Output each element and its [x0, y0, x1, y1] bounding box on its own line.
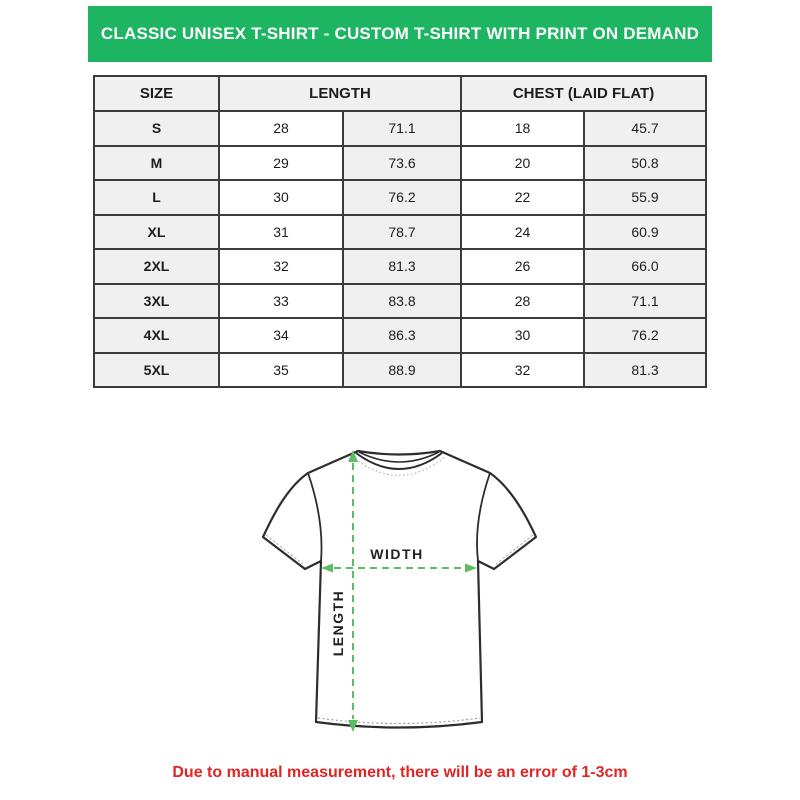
- length-cm-cell: 88.9: [343, 353, 461, 388]
- table-row: [94, 318, 706, 353]
- size-cell: 3XL: [94, 284, 219, 319]
- size-cell: 5XL: [94, 353, 219, 388]
- table-row: [94, 146, 706, 181]
- length-cm-cell: 78.7: [343, 215, 461, 250]
- width-label: WIDTH: [370, 546, 424, 562]
- size-chart-table: [93, 75, 707, 388]
- length-cm-cell: 73.6: [343, 146, 461, 181]
- chest-in-cell: 18: [461, 111, 584, 146]
- chest-in-cell: 28: [461, 284, 584, 319]
- page-title: CLASSIC UNISEX T-SHIRT - CUSTOM T-SHIRT WITH PRINT ON DEMAND: [100, 24, 700, 43]
- chest-in-cell: 22: [461, 180, 584, 215]
- length-cm-cell: 71.1: [343, 111, 461, 146]
- size-cell: XL: [94, 215, 219, 250]
- length-cm-cell: 81.3: [343, 249, 461, 284]
- chest-in-cell: 30: [461, 318, 584, 353]
- chest-in-cell: 20: [461, 146, 584, 181]
- table-row: [94, 284, 706, 319]
- table-row: [94, 111, 706, 146]
- chest-in-cell: 26: [461, 249, 584, 284]
- chest-cm-cell: 81.3: [584, 353, 706, 388]
- chest-cm-cell: 71.1: [584, 284, 706, 319]
- chest-cm-cell: 45.7: [584, 111, 706, 146]
- size-cell: S: [94, 111, 219, 146]
- length-in-cell: 32: [219, 249, 343, 284]
- table-row: [94, 353, 706, 388]
- length-in-cell: 29: [219, 146, 343, 181]
- table-row: [94, 249, 706, 284]
- table-header-row: [94, 76, 706, 111]
- size-cell: 2XL: [94, 249, 219, 284]
- length-in-cell: 34: [219, 318, 343, 353]
- length-in-cell: 35: [219, 353, 343, 388]
- tshirt-diagram: [255, 443, 545, 743]
- length-cm-cell: 83.8: [343, 284, 461, 319]
- chest-cm-cell: 50.8: [584, 146, 706, 181]
- length-in-cell: 31: [219, 215, 343, 250]
- size-cell: L: [94, 180, 219, 215]
- measurement-error-note: Due to manual measurement, there will be an error of 1-3cm: [172, 764, 628, 781]
- chest-cm-cell: 76.2: [584, 318, 706, 353]
- length-in-cell: 28: [219, 111, 343, 146]
- table-row: [94, 180, 706, 215]
- table-row: [94, 215, 706, 250]
- size-cell: 4XL: [94, 318, 219, 353]
- chest-cm-cell: 60.9: [584, 215, 706, 250]
- header-length: LENGTH: [219, 76, 461, 111]
- length-label: LENGTH: [330, 589, 346, 657]
- chest-in-cell: 32: [461, 353, 584, 388]
- length-in-cell: 33: [219, 284, 343, 319]
- header-chest: CHEST (LAID FLAT): [461, 76, 706, 111]
- tshirt-outline: [263, 451, 536, 728]
- page-title-banner: [88, 6, 712, 62]
- header-size: SIZE: [94, 76, 219, 111]
- length-cm-cell: 86.3: [343, 318, 461, 353]
- length-cm-cell: 76.2: [343, 180, 461, 215]
- chest-cm-cell: 66.0: [584, 249, 706, 284]
- size-cell: M: [94, 146, 219, 181]
- chest-in-cell: 24: [461, 215, 584, 250]
- length-in-cell: 30: [219, 180, 343, 215]
- chest-cm-cell: 55.9: [584, 180, 706, 215]
